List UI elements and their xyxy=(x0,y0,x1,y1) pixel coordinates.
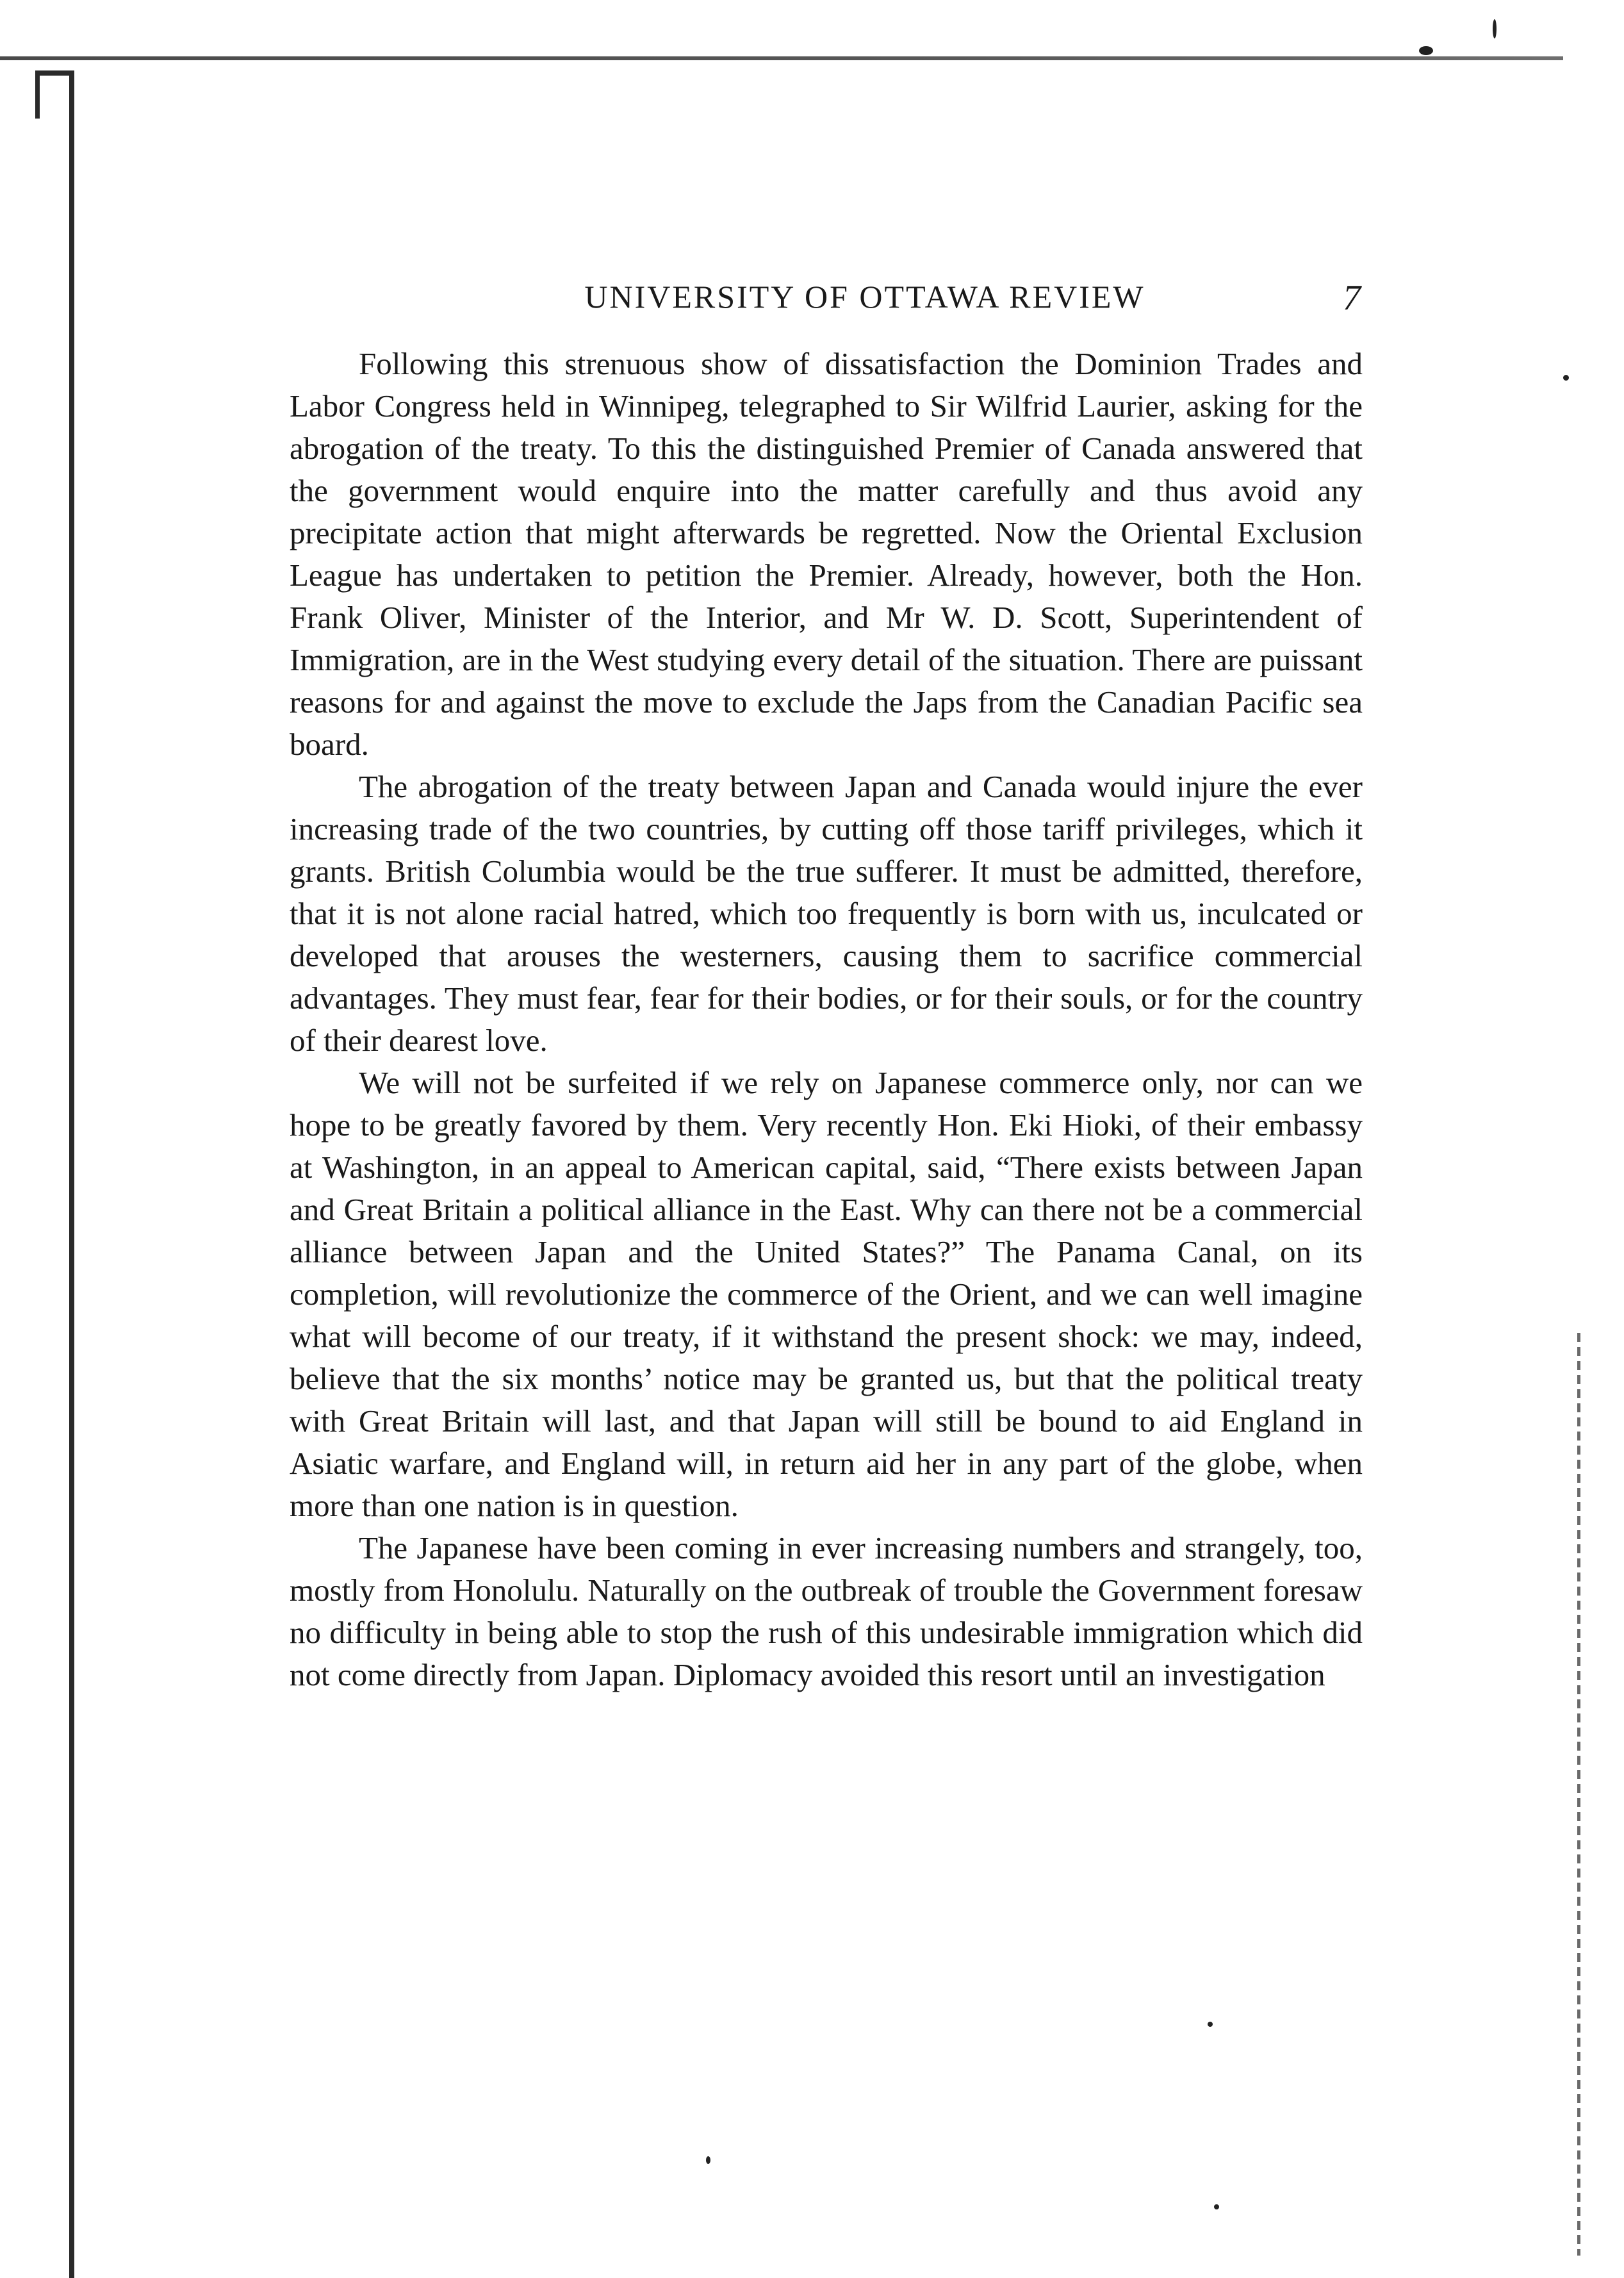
scan-speck xyxy=(1493,19,1497,38)
page-number: 7 xyxy=(1343,278,1361,318)
paragraph: Following this strenuous show of dissatisfaction the Dominion Trades and Labor Congress held in Winnipeg, telegraphed to Sir Wilfrid Laurier, asking for the abrogation of the treaty. To this the distinguished Premier of Canada answered that the government would enquire into the matter carefully and thus avoid any precipitate action that might afterwards be regretted. Now the Oriental Exclusion League has undertaken to petition the Premier. Already, however, both the Hon. Frank Oliver, Minister of the Interior, and Mr W. D. Scott, Superintendent of Immigration, are in the West studying every detail of the situation. There are puissant reasons for and against the move to exclude the Japs from the Canadian Pacific sea board. xyxy=(290,346,1363,762)
scan-binding-hook xyxy=(35,70,74,76)
paragraph: The abrogation of the treaty between Japan and Canada would injure the ever increasing trade of the two countries, by cutting off those tariff privileges, which it grants. British Columbia would be the true sufferer. It must be admitted, therefore, that it is not alone racial hatred, which too frequently is born with us, inculcated or developed that arouses the westerners, causing them to sacrifice commercial advantages. They must fear, fear for their bodies, or for their souls, or for the country of their dearest love. xyxy=(290,769,1363,1058)
paragraph: The Japanese have been coming in ever increasing numbers and strangely, too, mostly from Honolulu. Naturally on the outbreak of trouble the Government foresaw no difficulty in being able to stop the rush of this undesirable immigration which did not come directly from Japan. Diplomacy avoided this resort until an investigation xyxy=(290,1530,1363,1692)
scan-speck xyxy=(1208,2022,1213,2027)
scan-speck xyxy=(706,2156,710,2164)
scan-binding-stub xyxy=(35,70,40,119)
running-header: UNIVERSITY OF OTTAWA REVIEW xyxy=(584,279,1145,315)
scan-binding-edge xyxy=(69,70,74,2278)
paragraph: We will not be surfeited if we rely on Japanese commerce only, nor can we hope to be greatly favored by them. Very recently Hon. Eki Hioki, of their embassy at Washington, in an appeal to American capital, said, “There exists between Japan and Great Britain a political alliance in the East. Why can there not be a commercial alliance between Japan and the United States?” The Panama Canal, on its completion, will revolutionize the commerce of the Orient, and we can well imagine what will become of our treaty, if it withstand the present shock: we may, indeed, believe that the six months’ notice may be granted us, but that the political treaty with Great Britain will last, and that Japan will still be bound to aid England in Asiatic warfare, and England will, in return aid her in any part of the globe, when more than one nation is in question. xyxy=(290,1065,1363,1523)
scan-right-edge xyxy=(1577,1333,1580,2256)
scan-top-rule xyxy=(0,56,1563,60)
article-body xyxy=(290,343,1363,1696)
scan-speck xyxy=(1214,2204,1219,2209)
scan-speck xyxy=(1563,375,1569,381)
scan-speck xyxy=(1419,46,1433,55)
